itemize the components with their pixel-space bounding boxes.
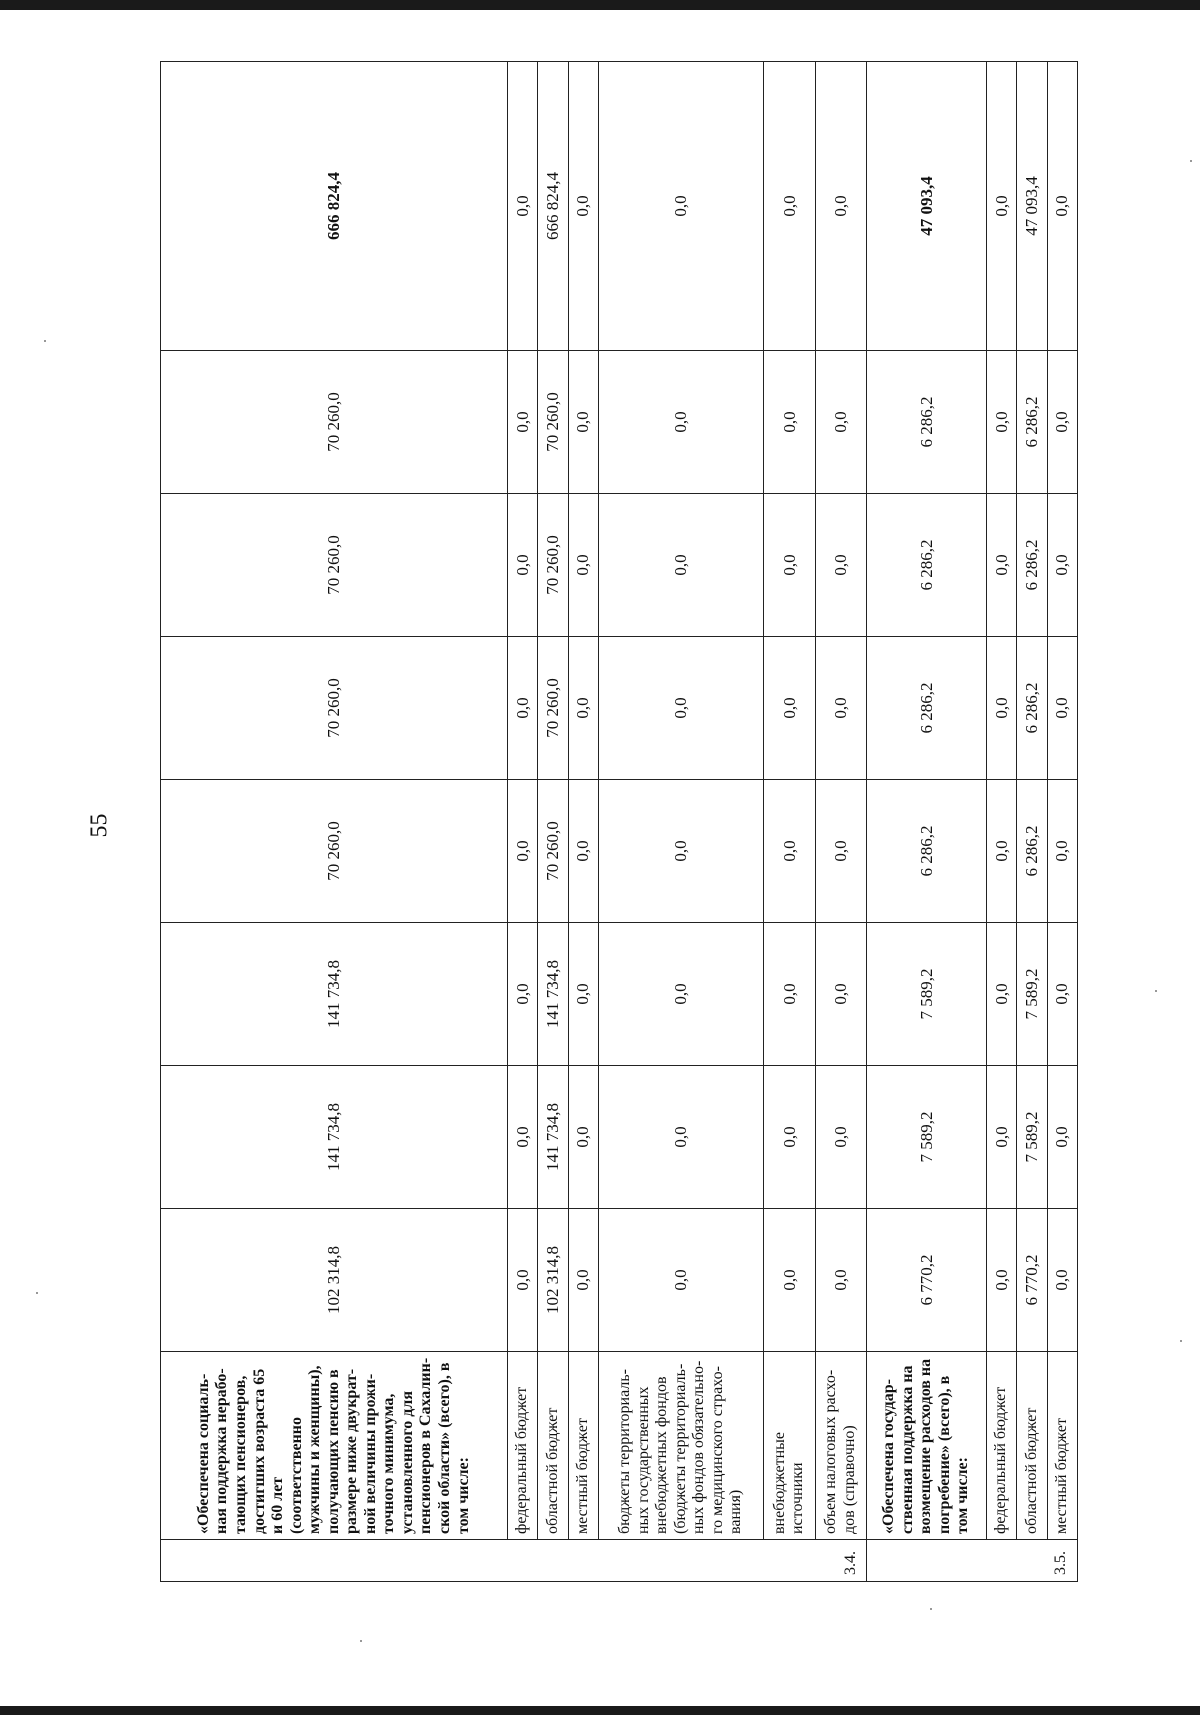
value-cell: 70 260,0 <box>538 780 568 923</box>
table-row <box>508 62 538 1582</box>
value-cell: 0,0 <box>508 1066 538 1209</box>
row-label: местный бюджет <box>1047 1352 1077 1540</box>
value-cell: 0,0 <box>508 351 538 494</box>
row-label: областной бюджет <box>538 1352 568 1540</box>
value-cell: 0,0 <box>508 1209 538 1352</box>
value-cell: 70 260,0 <box>538 637 568 780</box>
value-cell: 0,0 <box>987 351 1017 494</box>
value-cell: 7 589,2 <box>1017 1066 1047 1209</box>
scan-speck <box>1155 990 1157 992</box>
value-cell: 0,0 <box>1047 351 1077 494</box>
value-cell: 6 286,2 <box>867 780 987 923</box>
value-cell: 0,0 <box>598 62 763 351</box>
table-row <box>1047 62 1077 1582</box>
value-cell: 0,0 <box>568 1066 598 1209</box>
value-cell: 70 260,0 <box>161 780 508 923</box>
value-cell: 0,0 <box>815 923 867 1066</box>
row-label: бюджеты территориаль-ных государственных внебюджетных фондов (бюджеты территориаль-ных фондов обязательно-го медицинского страхо-вания) <box>598 1352 763 1540</box>
scan-speck <box>1180 1340 1182 1342</box>
table-row <box>598 62 763 1582</box>
value-cell: 0,0 <box>568 637 598 780</box>
value-cell: 0,0 <box>815 1209 867 1352</box>
value-cell: 0,0 <box>568 780 598 923</box>
value-cell: 0,0 <box>598 1066 763 1209</box>
value-cell: 6 286,2 <box>1017 637 1047 780</box>
row-label: местный бюджет <box>568 1352 598 1540</box>
value-cell: 666 824,4 <box>161 62 508 351</box>
value-cell: 7 589,2 <box>867 923 987 1066</box>
scan-speck <box>44 340 46 342</box>
value-cell: 0,0 <box>815 62 867 351</box>
value-cell: 0,0 <box>508 494 538 637</box>
value-cell: 0,0 <box>598 351 763 494</box>
value-cell: 70 260,0 <box>161 637 508 780</box>
table-row <box>161 62 508 1582</box>
row-label: федеральный бюджет <box>508 1352 538 1540</box>
value-cell: 6 286,2 <box>867 351 987 494</box>
value-cell: 0,0 <box>764 62 816 351</box>
value-cell: 0,0 <box>1047 1066 1077 1209</box>
value-cell: 141 734,8 <box>161 1066 508 1209</box>
section-index: 3.5. <box>867 1540 1078 1582</box>
value-cell: 0,0 <box>764 637 816 780</box>
table-row <box>987 62 1017 1582</box>
scan-speck <box>930 1608 932 1610</box>
value-cell: 102 314,8 <box>538 1209 568 1352</box>
value-cell: 0,0 <box>815 637 867 780</box>
value-cell: 7 589,2 <box>867 1066 987 1209</box>
table-body <box>161 62 1078 1582</box>
value-cell: 0,0 <box>598 494 763 637</box>
value-cell: 0,0 <box>598 637 763 780</box>
value-cell: 0,0 <box>987 923 1017 1066</box>
value-cell: 0,0 <box>764 780 816 923</box>
table-row <box>764 62 816 1582</box>
row-label: объем налоговых расхо-дов (справочно) <box>815 1352 867 1540</box>
value-cell: 0,0 <box>568 1209 598 1352</box>
value-cell: 0,0 <box>1047 780 1077 923</box>
value-cell: 0,0 <box>598 780 763 923</box>
value-cell: 0,0 <box>815 1066 867 1209</box>
value-cell: 0,0 <box>508 637 538 780</box>
value-cell: 47 093,4 <box>867 62 987 351</box>
rotated-table-wrapper <box>160 62 1078 1582</box>
table-row <box>867 62 987 1582</box>
scan-speck <box>36 1292 38 1294</box>
value-cell: 47 093,4 <box>1017 62 1047 351</box>
table-row <box>1017 62 1047 1582</box>
scan-top-border <box>0 0 1200 10</box>
value-cell: 0,0 <box>764 494 816 637</box>
value-cell: 70 260,0 <box>161 494 508 637</box>
value-cell: 666 824,4 <box>538 62 568 351</box>
value-cell: 0,0 <box>508 780 538 923</box>
table-row <box>815 62 867 1582</box>
value-cell: 6 286,2 <box>867 637 987 780</box>
table-row <box>538 62 568 1582</box>
value-cell: 0,0 <box>987 637 1017 780</box>
row-label: федеральный бюджет <box>987 1352 1017 1540</box>
page-number: 55 <box>86 813 113 838</box>
value-cell: 6 286,2 <box>867 494 987 637</box>
scan-speck <box>1190 160 1192 162</box>
row-label: «Обеспечена социаль-ная поддержка нерабо-тающих пенсионеров, достигших возраста 65 и 60 лет (соответственно мужчины и женщины), получающих пенсию в размере ниже двукрат-ной величины прожи-точного минимума, установленного для пенсионеров в Сахалин-ской области» (всего), в том числе: <box>161 1352 508 1540</box>
value-cell: 0,0 <box>598 1209 763 1352</box>
value-cell: 0,0 <box>764 1209 816 1352</box>
value-cell: 0,0 <box>987 494 1017 637</box>
value-cell: 0,0 <box>1047 923 1077 1066</box>
table-row <box>568 62 598 1582</box>
value-cell: 0,0 <box>1047 1209 1077 1352</box>
value-cell: 7 589,2 <box>1017 923 1047 1066</box>
value-cell: 0,0 <box>987 62 1017 351</box>
value-cell: 0,0 <box>598 923 763 1066</box>
value-cell: 0,0 <box>987 1066 1017 1209</box>
row-label: областной бюджет <box>1017 1352 1047 1540</box>
value-cell: 6 286,2 <box>1017 351 1047 494</box>
value-cell: 0,0 <box>568 62 598 351</box>
value-cell: 6 770,2 <box>1017 1209 1047 1352</box>
row-label: внебюджетные источники <box>764 1352 816 1540</box>
value-cell: 102 314,8 <box>161 1209 508 1352</box>
value-cell: 70 260,0 <box>538 494 568 637</box>
value-cell: 0,0 <box>508 923 538 1066</box>
scan-bottom-border <box>0 1706 1200 1715</box>
value-cell: 0,0 <box>987 1209 1017 1352</box>
value-cell: 0,0 <box>815 351 867 494</box>
value-cell: 141 734,8 <box>161 923 508 1066</box>
value-cell: 6 286,2 <box>1017 780 1047 923</box>
value-cell: 0,0 <box>1047 637 1077 780</box>
value-cell: 141 734,8 <box>538 923 568 1066</box>
value-cell: 0,0 <box>568 494 598 637</box>
value-cell: 0,0 <box>764 923 816 1066</box>
value-cell: 6 286,2 <box>1017 494 1047 637</box>
value-cell: 0,0 <box>508 62 538 351</box>
value-cell: 0,0 <box>815 494 867 637</box>
value-cell: 6 770,2 <box>867 1209 987 1352</box>
value-cell: 0,0 <box>1047 62 1077 351</box>
section-index: 3.4. <box>161 1540 867 1582</box>
value-cell: 0,0 <box>815 780 867 923</box>
value-cell: 141 734,8 <box>538 1066 568 1209</box>
value-cell: 70 260,0 <box>538 351 568 494</box>
scan-speck <box>360 1640 362 1642</box>
value-cell: 0,0 <box>764 1066 816 1209</box>
value-cell: 0,0 <box>987 780 1017 923</box>
row-label: «Обеспечена государ-ственная поддержка на возмещение расходов на погребение» (всего), в том числе: <box>867 1352 987 1540</box>
budget-table <box>160 61 1078 1582</box>
value-cell: 0,0 <box>568 923 598 1066</box>
value-cell: 0,0 <box>568 351 598 494</box>
value-cell: 0,0 <box>764 351 816 494</box>
value-cell: 0,0 <box>1047 494 1077 637</box>
value-cell: 70 260,0 <box>161 351 508 494</box>
